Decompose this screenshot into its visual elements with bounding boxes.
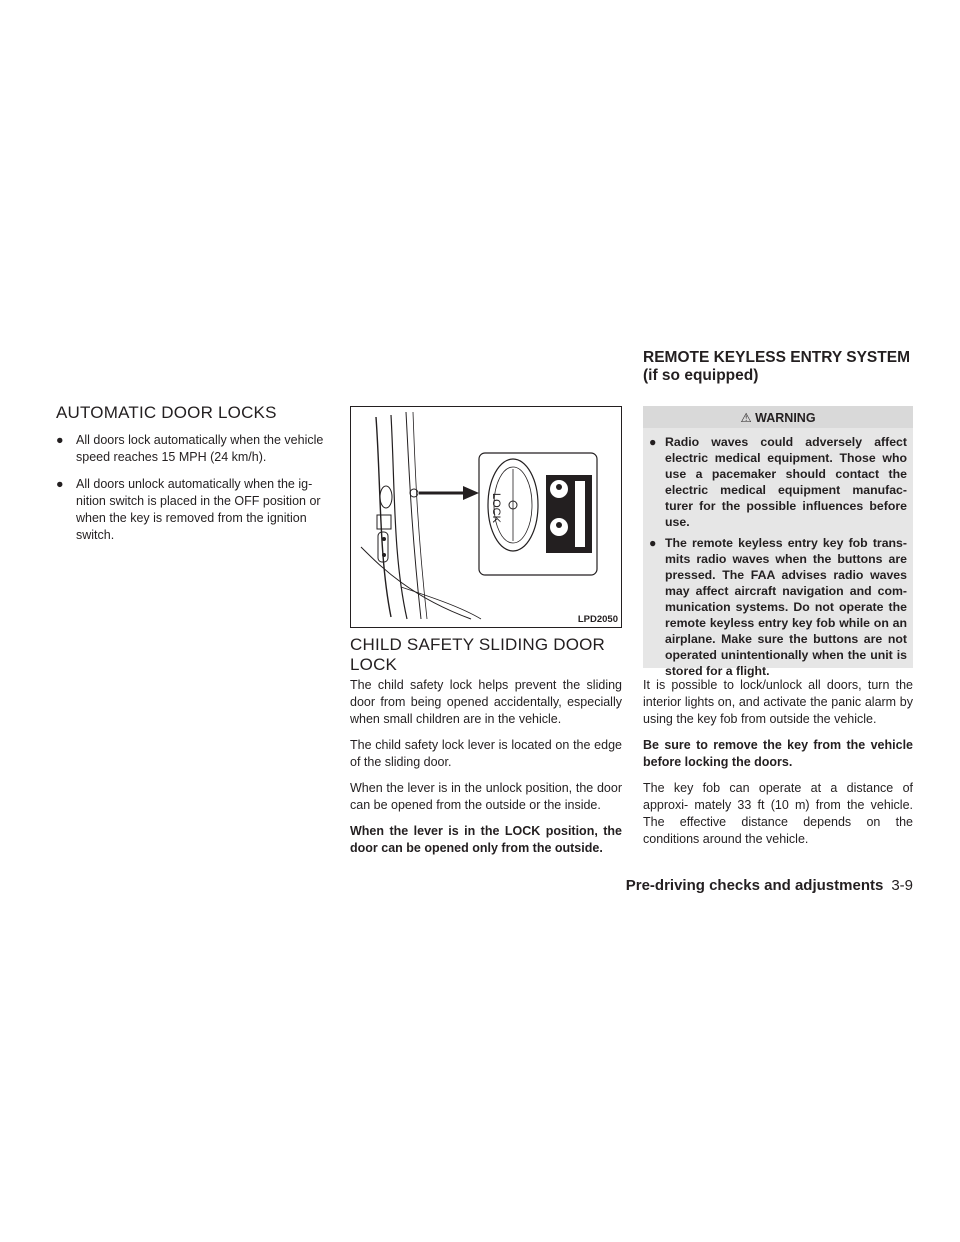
warning-list — [643, 434, 913, 679]
remote-keyless-text — [643, 677, 913, 857]
bullet-icon: ● — [649, 536, 657, 550]
paragraph: The child safety lock helps prevent the sliding door from being opened accidentally, especially when small children are in the vehicle. — [350, 678, 622, 726]
list-item: ● All doors unlock automatically when the ig- nition switch is placed in the OFF position or when the key is removed from the ignition switch. — [56, 477, 321, 542]
section-title-automatic-door-locks: AUTOMATIC DOOR LOCKS — [56, 403, 277, 422]
footer-section-name: Pre-driving checks and adjustments — [625, 877, 884, 894]
figure-label: LPD2050 — [577, 614, 618, 625]
child-safety-lock-figure — [350, 406, 622, 628]
bullet-icon: ● — [649, 435, 657, 449]
section-title-child-safety-lock: CHILD SAFETY SLIDING DOOR LOCK — [350, 635, 606, 674]
paragraph-bold: Be sure to remove the key from the vehicle before locking the doors. — [643, 738, 913, 769]
door-lock-illustration — [351, 407, 621, 627]
section-title-remote-keyless-entry: REMOTE KEYLESS ENTRY SYSTEM (if so equipped) — [643, 349, 910, 384]
page-number: 3-9 — [891, 877, 913, 894]
list-item: ● All doors lock automatically when the vehicle speed reaches 15 MPH (24 km/h). — [56, 433, 324, 464]
warning-item: ● The remote keyless entry key fob trans- mits radio waves when the buttons are pressed. The FAA advises radio waves may affect aircraft navigation and com- munication systems. Do not operate the remote keyless entry key fob while on an airplane. Make sure the buttons are not operated unintentionally when the unit is stored for a flight. — [649, 536, 907, 678]
bullet-icon: ● — [56, 433, 64, 447]
warning-header: ⚠ WARNING — [643, 406, 913, 428]
warning-box — [643, 406, 913, 678]
paragraph: It is possible to lock/unlock all doors, turn the interior lights on, and activate the panic alarm by using the key fob from outside the vehicle. — [643, 678, 913, 726]
paragraph: The child safety lock lever is located on the edge of the sliding door. — [350, 738, 622, 769]
warning-triangle-icon: ⚠ — [740, 411, 752, 425]
paragraph: When the lever is in the unlock position, the door can be opened from the outside or the inside. — [350, 781, 622, 812]
bullet-icon: ● — [56, 477, 64, 491]
paragraph-bold: When the lever is in the LOCK position, the door can be opened only from the outside. — [350, 824, 622, 855]
child-safety-text — [350, 677, 622, 866]
paragraph: The key fob can operate at a distance of approxi- mately 33 ft (10 m) from the vehicle. The effective distance depends on the conditions around the vehicle. — [643, 781, 913, 846]
automatic-door-locks-list — [56, 432, 326, 554]
page-footer — [626, 877, 913, 894]
warning-item: ● Radio waves could adversely affect electric medical equipment. Those who use a pacemaker should contact the electric medical equipment manufac- turer for the possible influences before use. — [649, 435, 907, 529]
lock-label: LOCK — [490, 493, 502, 523]
